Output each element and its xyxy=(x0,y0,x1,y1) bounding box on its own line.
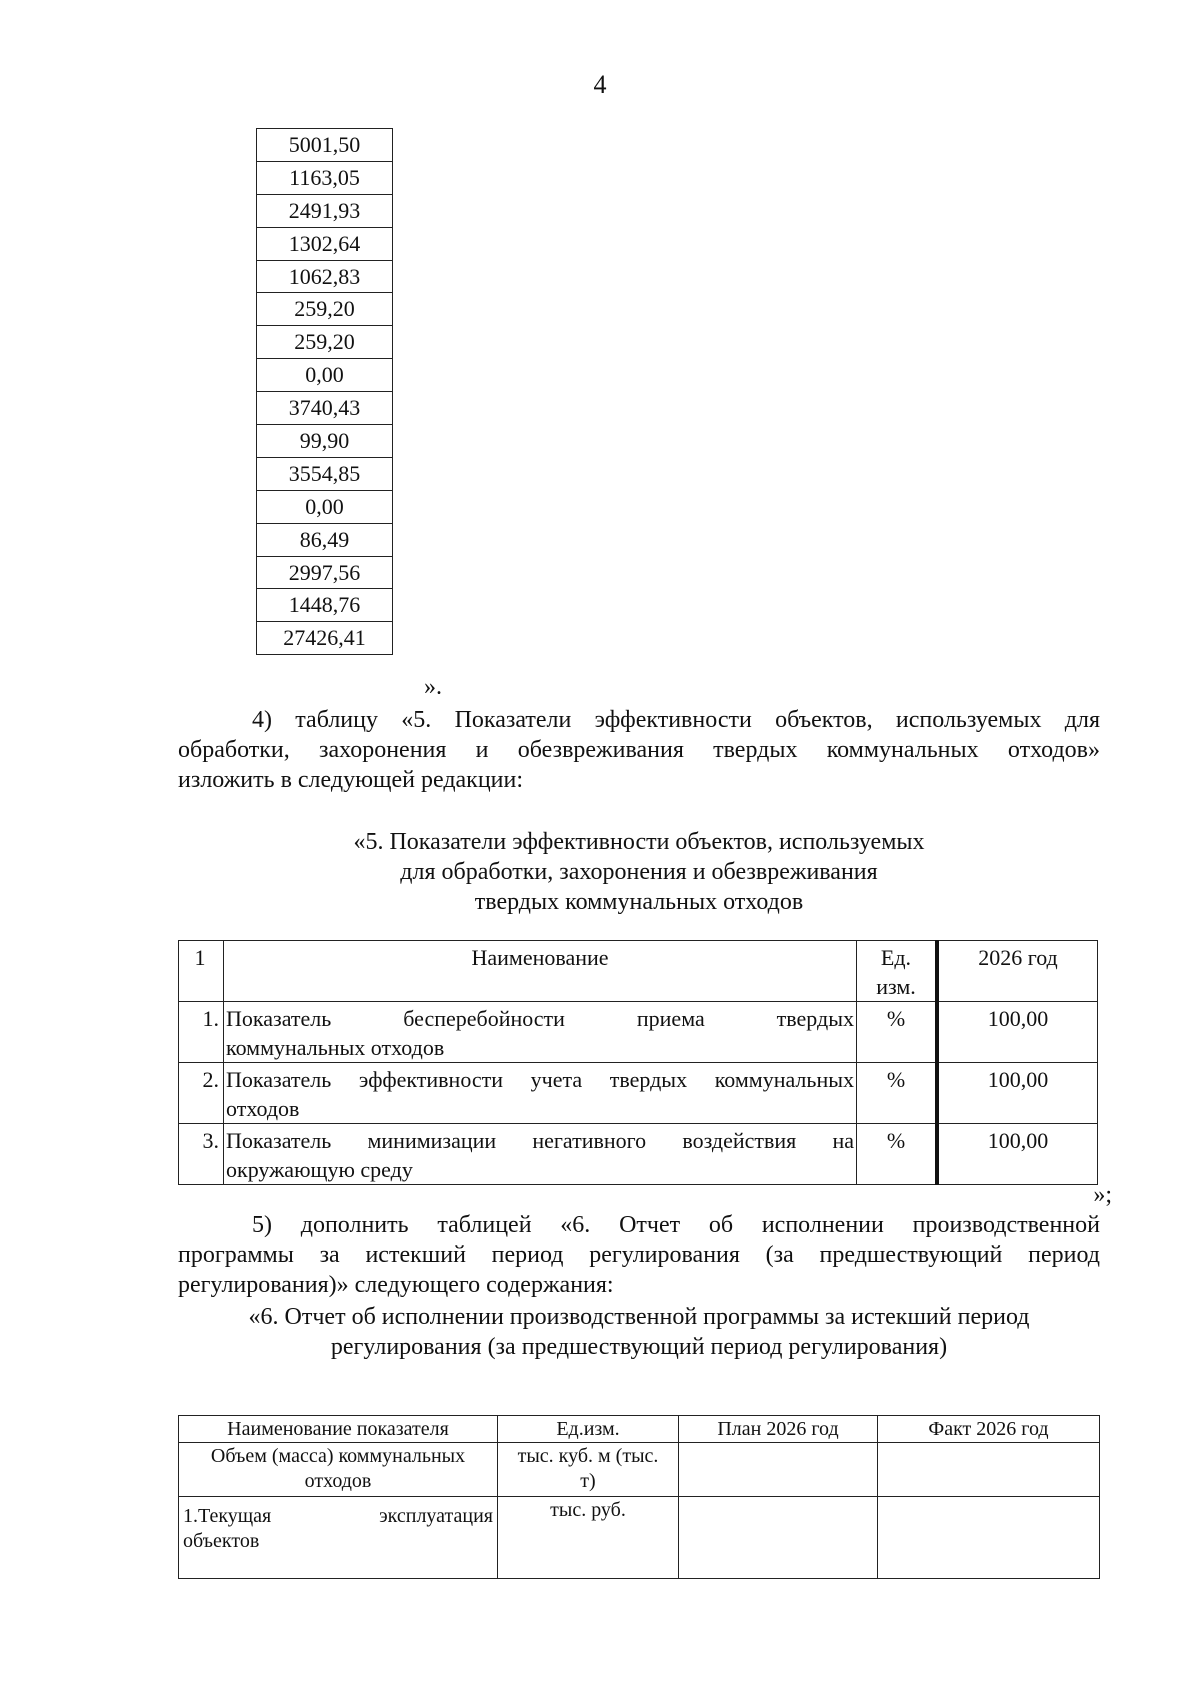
value-cell: 5001,50 xyxy=(257,129,393,162)
table-6-row-name-line: 1.Текущая эксплуатация xyxy=(183,1505,493,1527)
table-5-row-unit: % xyxy=(857,1002,938,1063)
value-cell: 3740,43 xyxy=(257,392,393,425)
item-5-paragraph xyxy=(178,1210,1100,1300)
table-6-row-name xyxy=(179,1443,498,1497)
table-row xyxy=(257,129,393,162)
table-row xyxy=(257,457,393,490)
table-5-row-unit: % xyxy=(857,1063,938,1124)
table-5-header-row xyxy=(179,941,1098,1002)
table-row xyxy=(257,227,393,260)
table-5-header-name: Наименование xyxy=(224,941,857,1002)
table-5-row-name-line: коммунальных отходов xyxy=(226,1035,445,1060)
table-6-title xyxy=(178,1302,1100,1362)
table-row xyxy=(257,293,393,326)
value-cell: 1302,64 xyxy=(257,227,393,260)
table-5-row-name-line: Показатель бесперебойности приема твердых xyxy=(226,1006,854,1031)
table-5 xyxy=(178,940,1098,1185)
table-5-row-num: 3. xyxy=(179,1124,224,1185)
table-row xyxy=(257,490,393,523)
table-6-row-fact xyxy=(878,1497,1100,1579)
value-cell: 0,00 xyxy=(257,490,393,523)
item-5-line: регулирования)» следующего содержания: xyxy=(178,1272,614,1298)
table-6 xyxy=(178,1415,1100,1579)
item-5-line: программы за истекший период регулирования (за предшествующий период xyxy=(178,1242,1100,1268)
table-6-row-name-line: объектов xyxy=(183,1530,260,1552)
table-5-header-unit-line: Ед. xyxy=(880,945,912,970)
table-5-row-name-line: Показатель эффективности учета твердых коммунальных xyxy=(226,1067,854,1092)
table-5-row-unit: % xyxy=(857,1124,938,1185)
table-5-title-line: твердых коммунальных отходов xyxy=(474,889,804,915)
value-cell: 1062,83 xyxy=(257,260,393,293)
table-6-title-line: «6. Отчет об исполнении производственной программы за истекший период xyxy=(248,1304,1030,1330)
item-4-line: 4) таблицу «5. Показатели эффективности объектов, используемых для xyxy=(252,707,1100,733)
item-4-line: изложить в следующей редакции: xyxy=(178,767,524,793)
table-5-row-num: 2. xyxy=(179,1063,224,1124)
table-row xyxy=(257,194,393,227)
table-5-row-name-line: Показатель минимизации негативного воздействия на xyxy=(226,1128,854,1153)
value-cell: 0,00 xyxy=(257,359,393,392)
table-5-row-value: 100,00 xyxy=(937,1002,1098,1063)
value-cell: 27426,41 xyxy=(257,622,393,655)
table-5-row-value: 100,00 xyxy=(937,1124,1098,1185)
table-6-row-plan xyxy=(679,1497,878,1579)
table-row xyxy=(257,556,393,589)
table-6-row-unit-line: тыс. куб. м (тыс. xyxy=(517,1445,659,1467)
table-row xyxy=(179,1443,1100,1497)
table-6-row-name xyxy=(179,1497,498,1579)
table-6-row-name-line: отходов xyxy=(304,1470,372,1492)
table-5-row-name-line: окружающую среду xyxy=(226,1157,413,1182)
table-5-row-name-line: отходов xyxy=(226,1096,300,1121)
table-6-header-cell: Ед.изм. xyxy=(498,1416,679,1443)
table-5-title-line: «5. Показатели эффективности объектов, используемых xyxy=(353,829,925,855)
table-row xyxy=(257,359,393,392)
table-5-row-name xyxy=(224,1063,857,1124)
table-5-title-line: для обработки, захоронения и обезвреживания xyxy=(400,859,878,885)
table-6-row-unit xyxy=(498,1497,679,1579)
table-5-title xyxy=(178,827,1100,917)
table-5-row-name xyxy=(224,1124,857,1185)
table-6-header-cell: Факт 2026 год xyxy=(878,1416,1100,1443)
value-cell: 1448,76 xyxy=(257,589,393,622)
value-cell: 1163,05 xyxy=(257,161,393,194)
table-row xyxy=(179,1124,1098,1185)
value-cell: 3554,85 xyxy=(257,457,393,490)
value-cell: 2997,56 xyxy=(257,556,393,589)
item-4-line: обработки, захоронения и обезвреживания твердых коммунальных отходов» xyxy=(178,737,1100,763)
table-row xyxy=(257,326,393,359)
page-number: 4 xyxy=(593,70,607,99)
table-6-title-line: регулирования (за предшествующий период регулирования) xyxy=(330,1334,948,1360)
table-6-row-unit xyxy=(498,1443,679,1497)
table-6-header-cell: План 2026 год xyxy=(679,1416,878,1443)
item-4-paragraph xyxy=(178,705,1100,795)
values-table-closing-mark: ». xyxy=(424,674,442,700)
table-5-header-num: 1 xyxy=(179,941,224,1002)
table-6-row-plan xyxy=(679,1443,878,1497)
table-5-header-unit xyxy=(857,941,938,1002)
table-5-row-num: 1. xyxy=(179,1002,224,1063)
table-6-row-name-line: Объем (масса) коммунальных xyxy=(210,1445,466,1467)
table-6-row-unit-line: т) xyxy=(580,1470,596,1492)
table-6-header-row xyxy=(179,1416,1100,1443)
table-row xyxy=(257,589,393,622)
table-6-row-unit-line: тыс. руб. xyxy=(550,1499,626,1521)
value-cell: 99,90 xyxy=(257,425,393,458)
table-row xyxy=(257,622,393,655)
table-row xyxy=(179,1002,1098,1063)
value-cell: 2491,93 xyxy=(257,194,393,227)
table-row xyxy=(257,425,393,458)
table-row xyxy=(257,161,393,194)
value-cell: 259,20 xyxy=(257,293,393,326)
table-row xyxy=(257,523,393,556)
table-row xyxy=(179,1063,1098,1124)
item-5-line: 5) дополнить таблицей «6. Отчет об исполнении производственной xyxy=(252,1212,1100,1238)
table-row xyxy=(179,1497,1100,1579)
table-5-row-value: 100,00 xyxy=(937,1063,1098,1124)
table-5-header-year: 2026 год xyxy=(937,941,1098,1002)
table-row xyxy=(257,392,393,425)
table-5-closing-mark: »; xyxy=(1093,1182,1112,1208)
table-5-row-name xyxy=(224,1002,857,1063)
table-6-header-cell: Наименование показателя xyxy=(179,1416,498,1443)
table-6-row-fact xyxy=(878,1443,1100,1497)
table-row xyxy=(257,260,393,293)
table-5-header-unit-line: изм. xyxy=(876,974,916,999)
value-cell: 86,49 xyxy=(257,523,393,556)
values-table xyxy=(256,128,393,655)
value-cell: 259,20 xyxy=(257,326,393,359)
